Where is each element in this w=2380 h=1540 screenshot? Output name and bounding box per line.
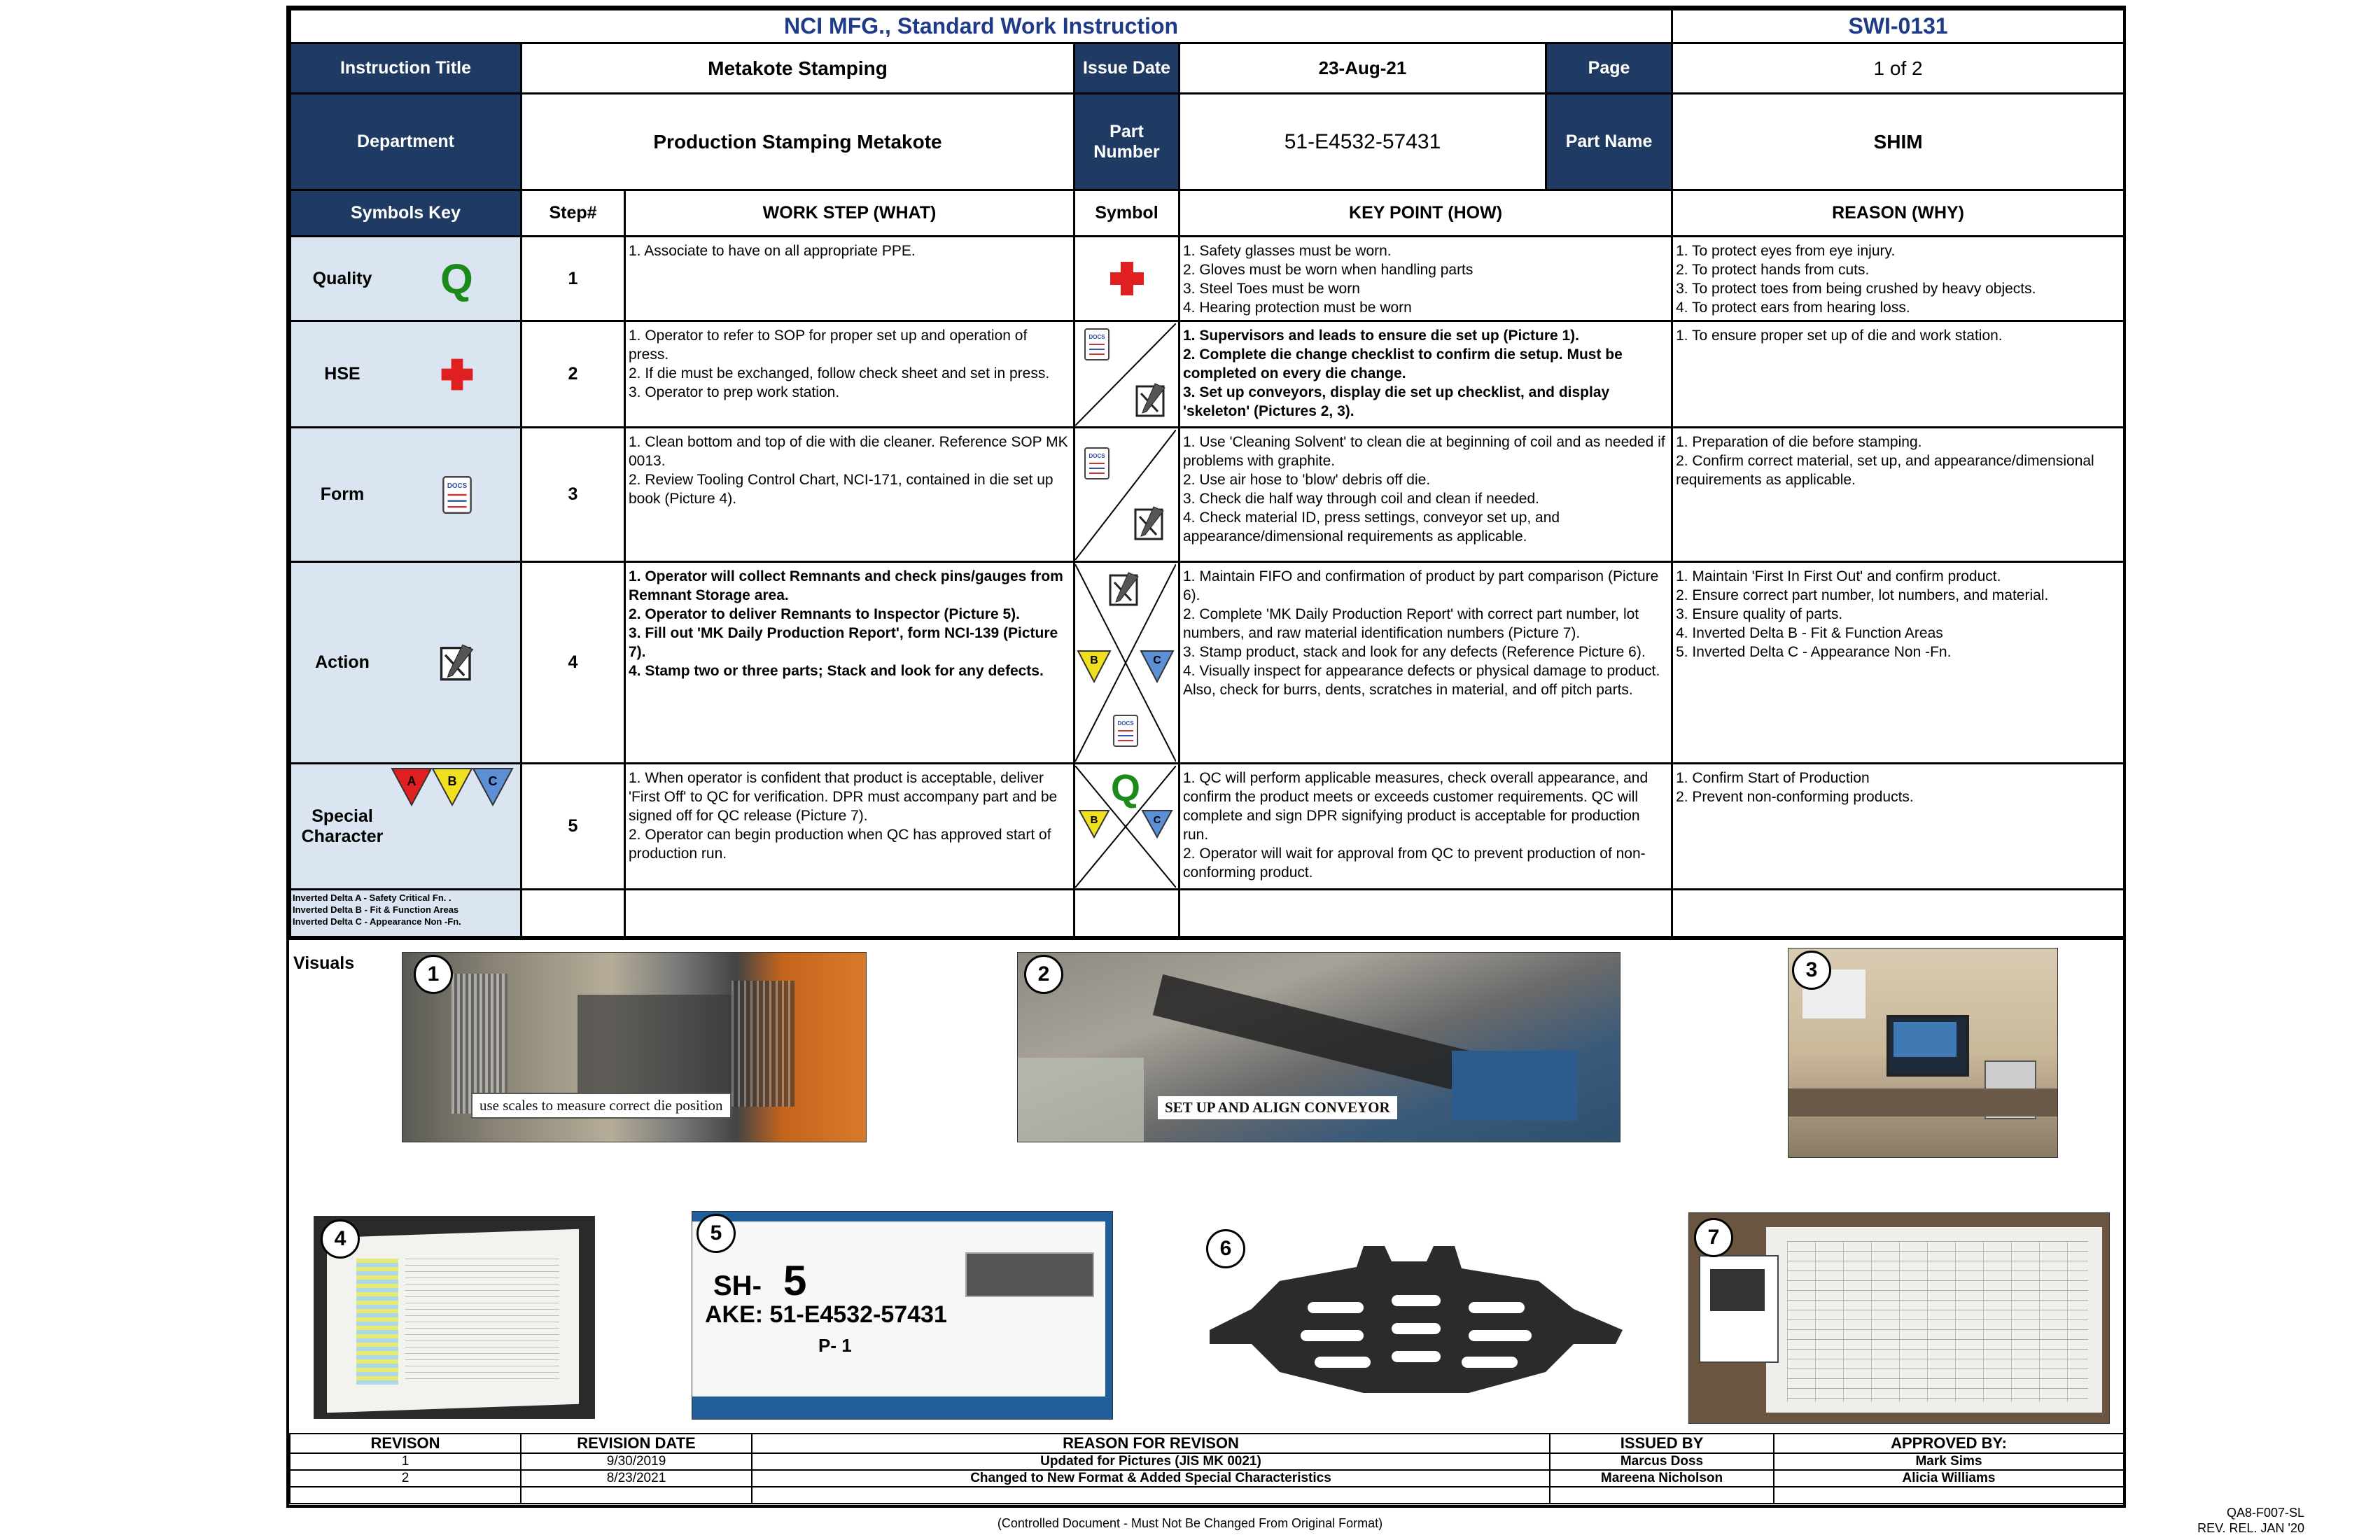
- work-line: 2. Operator can begin production when QC has approved start of production run.: [629, 827, 1051, 862]
- reason-header: REASON (WHY): [1672, 190, 2124, 237]
- work-step-cell: [625, 321, 1074, 428]
- reason-line: 4. To protect ears from hearing loss.: [1676, 300, 1910, 316]
- symbol-cell: [1074, 237, 1180, 321]
- reason-line: 5. Inverted Delta C - Appearance Non -Fn.: [1676, 644, 1952, 660]
- shim-part-image: [1196, 1225, 1637, 1414]
- instruction-title: Metakote Stamping: [522, 43, 1074, 94]
- reason-line: 3. To protect toes from being crushed by heavy objects.: [1676, 281, 2036, 297]
- rev-cell: 9/30/2019: [521, 1453, 752, 1470]
- rev-cell: [290, 1487, 521, 1504]
- reason-line: 3. Ensure quality of parts.: [1676, 606, 1843, 622]
- rev-cell: 1: [290, 1453, 521, 1470]
- work-line: 1. Operator will collect Remnants and check pins/gauges from Remnant Storage area.: [629, 568, 1063, 603]
- symbol-cell: [1074, 764, 1180, 890]
- reason-cell: [1672, 562, 2124, 764]
- rev-cell: [1550, 1487, 1774, 1504]
- key-point-cell: [1180, 428, 1672, 562]
- reason-cell: [1672, 321, 2124, 428]
- key-point-cell: [1180, 237, 1672, 321]
- reason-line: 1. Maintain 'First In First Out' and confirm product.: [1676, 568, 2001, 584]
- work-line: 1. When operator is confident that product is acceptable, deliver 'First Off' to QC for verification. DPR must accompany part and be signed off for QC release (Picture 7).: [629, 770, 1058, 824]
- key-line: 2. Complete 'MK Daily Production Report' with correct part number, lot numbers, and raw material identification numbers (Picture 7).: [1183, 606, 1639, 641]
- issue-date-label: Issue Date: [1074, 43, 1180, 94]
- work-line: 1. Operator to refer to SOP for proper set up and operation of press.: [629, 328, 1028, 363]
- key-line: 2. Operator will wait for approval from QC to prevent production of non-conforming product.: [1183, 846, 1646, 881]
- symbol-cell: [1074, 428, 1180, 562]
- work-line: 3. Fill out 'MK Daily Production Report', form NCI-139 (Picture 7).: [629, 625, 1058, 660]
- symbol-cell: [1074, 562, 1180, 764]
- docs-text: DOCS: [1088, 333, 1105, 340]
- picture-2-caption: SET UP AND ALIGN CONVEYOR: [1158, 1096, 1397, 1119]
- picture-5-badge: 5: [696, 1214, 736, 1253]
- step-number: 1: [522, 237, 625, 321]
- picture-3-badge: 3: [1792, 951, 1831, 990]
- revision-row: [290, 1453, 2124, 1470]
- symbols-key-header: Symbols Key: [290, 190, 522, 237]
- delta-legend: [290, 890, 522, 939]
- action-checklist-icon: [1137, 384, 1165, 416]
- empty-cell: [1180, 890, 1672, 939]
- hse-cross-icon: [438, 355, 477, 394]
- revision-row: [290, 1470, 2124, 1487]
- delta-a-icon: [392, 769, 431, 805]
- hse-label: HSE: [324, 364, 360, 384]
- key-line: 1. QC will perform applicable measures, check overall appearance, and confirm the product meets or exceeds customer requirements. QC will complete and sign DPR signifying product is acceptable for production run.: [1183, 770, 1648, 843]
- work-line: 1. Clean bottom and top of die with die cleaner. Reference SOP MK 0013.: [629, 434, 1068, 469]
- tag-line1-prefix: SH-: [713, 1270, 762, 1301]
- rev-cell: Alicia Williams: [1774, 1470, 2124, 1487]
- delta-c-icon: [1142, 811, 1172, 837]
- rev-cell: [752, 1487, 1550, 1504]
- symbol-cell: [1074, 321, 1180, 428]
- reason-line: 1. To protect eyes from eye injury.: [1676, 243, 1896, 259]
- rev-cell: 8/23/2021: [521, 1470, 752, 1487]
- picture-1-caption: use scales to measure correct die position: [471, 1093, 732, 1119]
- rev-header: ISSUED BY: [1550, 1434, 1774, 1453]
- reason-line: 1. Preparation of die before stamping.: [1676, 434, 1922, 450]
- reason-cell: [1672, 428, 2124, 562]
- legend-line: Inverted Delta C - Appearance Non -Fn.: [293, 916, 461, 927]
- company-title: NCI MFG., Standard Work Instruction: [290, 10, 1672, 43]
- picture-6-badge: 6: [1206, 1229, 1245, 1268]
- reason-line: 2. To protect hands from cuts.: [1676, 262, 1870, 278]
- work-step-cell: [625, 764, 1074, 890]
- key-line: 1. Supervisors and leads to ensure die set up (Picture 1).: [1183, 328, 1580, 344]
- form-docs-icon: [442, 476, 472, 514]
- rev-header: REVISION DATE: [521, 1434, 752, 1453]
- tag-line1-big: 5: [783, 1257, 807, 1304]
- delta-c-letter: C: [488, 774, 498, 788]
- key-line: 4. Visually inspect for appearance defects or physical damage to product. Also, check for burrs, dents, scratches in material, and off pitch parts.: [1183, 663, 1660, 698]
- visuals-section: [289, 936, 2123, 1435]
- work-line: 2. Operator to deliver Remnants to Inspector (Picture 5).: [629, 606, 1020, 622]
- form-label: Form: [320, 484, 365, 504]
- revision-table: [289, 1433, 2124, 1504]
- work-line: 2. If die must be exchanged, follow check sheet and set in press.: [629, 365, 1050, 382]
- work-step-header: WORK STEP (WHAT): [625, 190, 1074, 237]
- part-name-label: Part Name: [1546, 94, 1672, 190]
- empty-cell: [522, 890, 625, 939]
- delta-c-icon: [1141, 651, 1173, 682]
- quality-q-icon: Q: [440, 255, 473, 302]
- rev-cell: [521, 1487, 752, 1504]
- department: Production Stamping Metakote: [522, 94, 1074, 190]
- picture-7: [1688, 1212, 2110, 1424]
- picture-7-badge: 7: [1694, 1218, 1733, 1257]
- reason-cell: [1672, 764, 2124, 890]
- key-point-cell: [1180, 764, 1672, 890]
- rev-cell: [1774, 1487, 2124, 1504]
- reason-line: 2. Confirm correct material, set up, and appearance/dimensional requirements as applicable.: [1676, 453, 2094, 488]
- controlled-document-note: (Controlled Document - Must Not Be Changed From Original Format): [997, 1516, 1383, 1530]
- delta-c-letter: C: [1153, 654, 1161, 666]
- empty-cell: [625, 890, 1074, 939]
- picture-2-badge: 2: [1024, 955, 1063, 994]
- empty-cell: [1672, 890, 2124, 939]
- part-number-label: Part Number: [1074, 94, 1180, 190]
- reason-line: 1. Confirm Start of Production: [1676, 770, 1870, 786]
- work-line: 4. Stamp two or three parts; Stack and look for any defects.: [629, 663, 1044, 679]
- form-docs-icon: [1085, 448, 1109, 479]
- key-point-header: KEY POINT (HOW): [1180, 190, 1672, 237]
- delta-b-letter: B: [447, 774, 457, 788]
- reason-line: 4. Inverted Delta B - Fit & Function Areas: [1676, 625, 1943, 641]
- rev-cell: Mark Sims: [1774, 1453, 2124, 1470]
- action-label: Action: [315, 652, 370, 672]
- delta-c-icon: [473, 769, 512, 805]
- docs-text: DOCS: [1117, 720, 1134, 727]
- doc-number: SWI-0131: [1672, 10, 2124, 43]
- delta-b-icon: [1078, 651, 1110, 682]
- rev-cell: 2: [290, 1470, 521, 1487]
- picture-2: [1017, 952, 1620, 1142]
- form-code-block: [2197, 1505, 2304, 1536]
- docs-text: DOCS: [1088, 452, 1105, 459]
- work-step-cell: [625, 562, 1074, 764]
- step-header: Step#: [522, 190, 625, 237]
- step-row: [290, 321, 2124, 428]
- work-instruction-sheet: [286, 6, 2126, 1508]
- key-line: 3. Stamp product, stack and look for any defects (Reference Picture 6).: [1183, 644, 1646, 660]
- step-number: 4: [522, 562, 625, 764]
- symbol-cross-split: [1075, 564, 1176, 762]
- legend-line: Inverted Delta A - Safety Critical Fn. .: [293, 892, 451, 903]
- symbol-cross-split: [1075, 766, 1176, 888]
- part-name: SHIM: [1672, 94, 2124, 190]
- visuals-label: Visuals: [293, 953, 355, 973]
- reason-line: 1. To ensure proper set up of die and work station.: [1676, 328, 2003, 344]
- symbol-split: [1075, 430, 1176, 560]
- key-line: 2. Complete die change checklist to confirm die setup. Must be completed on every die change.: [1183, 346, 1623, 382]
- rev-header: REVISON: [290, 1434, 521, 1453]
- rev-release: REV. REL. JAN '20: [2197, 1521, 2304, 1535]
- reason-line: 2. Ensure correct part number, lot numbers, and material.: [1676, 587, 2049, 603]
- tag-line2: AKE: 51-E4532-57431: [705, 1301, 947, 1328]
- delta-b-icon: [1079, 811, 1109, 837]
- docs-text: DOCS: [447, 482, 467, 490]
- quality-q-icon: Q: [1110, 766, 1141, 809]
- delta-b-letter: B: [1090, 813, 1098, 826]
- picture-1: [402, 952, 867, 1142]
- action-checklist-icon: [440, 644, 475, 682]
- work-step-cell: [625, 428, 1074, 562]
- rev-cell: Updated for Pictures (JIS MK 0021): [752, 1453, 1550, 1470]
- reason-cell: [1672, 237, 2124, 321]
- key-line: 3. Check die half way through coil and clean if needed.: [1183, 491, 1539, 507]
- picture-4-badge: 4: [321, 1219, 360, 1259]
- key-line: 2. Use air hose to 'blow' debris off die.: [1183, 472, 1431, 488]
- delta-b-letter: B: [1090, 654, 1098, 666]
- quality-label: Quality: [312, 268, 372, 288]
- step-number: 2: [522, 321, 625, 428]
- key-point-cell: [1180, 321, 1672, 428]
- work-step-cell: [625, 237, 1074, 321]
- key-line: 4. Hearing protection must be worn: [1183, 300, 1412, 316]
- step-row: [290, 764, 2124, 890]
- step-row: [290, 237, 2124, 321]
- rev-cell: Mareena Nicholson: [1550, 1470, 1774, 1487]
- key-line: 2. Gloves must be worn when handling parts: [1183, 262, 1474, 278]
- main-grid: [289, 8, 2125, 940]
- issue-date: 23-Aug-21: [1180, 43, 1546, 94]
- key-line: 1. Maintain FIFO and confirmation of product by part comparison (Picture 6).: [1183, 568, 1659, 603]
- key-line: 3. Steel Toes must be worn: [1183, 281, 1360, 297]
- work-line: 1. Associate to have on all appropriate PPE.: [629, 243, 916, 259]
- hse-cross-icon: [1106, 258, 1148, 300]
- step-row: [290, 562, 2124, 764]
- reason-line: 2. Prevent non-conforming products.: [1676, 789, 1914, 805]
- symbol-split: [1075, 323, 1176, 426]
- key-line: 1. Use 'Cleaning Solvent' to clean die at beginning of coil and as needed if problems with graphite.: [1183, 434, 1665, 469]
- form-code: QA8-F007-SL: [2226, 1506, 2304, 1520]
- rev-cell: Marcus Doss: [1550, 1453, 1774, 1470]
- page-value: 1 of 2: [1672, 43, 2124, 94]
- picture-1-badge: 1: [414, 955, 453, 994]
- key-point-cell: [1180, 562, 1672, 764]
- legend-line: Inverted Delta B - Fit & Function Areas: [293, 904, 459, 915]
- rev-cell: Changed to New Format & Added Special Characteristics: [752, 1470, 1550, 1487]
- delta-triangles: [391, 767, 517, 806]
- picture-6: [1196, 1225, 1637, 1414]
- department-label: Department: [290, 94, 522, 190]
- key-line: 3. Set up conveyors, display die set up checklist, and display 'skeleton' (Pictures 2, 3).: [1183, 384, 1610, 419]
- delta-b-icon: [433, 769, 472, 805]
- work-line: 3. Operator to prep work station.: [629, 384, 840, 400]
- empty-cell: [1074, 890, 1180, 939]
- instruction-title-label: Instruction Title: [290, 43, 522, 94]
- picture-5: [692, 1211, 1113, 1420]
- tag-line3: P- 1: [818, 1335, 852, 1356]
- step-row: [290, 428, 2124, 562]
- special-character-label: Special Character: [301, 806, 384, 846]
- symbol-header: Symbol: [1074, 190, 1180, 237]
- work-line: 2. Review Tooling Control Chart, NCI-171, contained in die set up book (Picture 4).: [629, 472, 1054, 507]
- rev-header: REASON FOR REVISON: [752, 1434, 1550, 1453]
- key-line: 1. Safety glasses must be worn.: [1183, 243, 1392, 259]
- delta-c-letter: C: [1153, 813, 1161, 826]
- delta-a-letter: A: [407, 774, 416, 788]
- form-docs-icon: [1085, 329, 1109, 360]
- page-label: Page: [1546, 43, 1672, 94]
- form-docs-icon: [1114, 715, 1138, 746]
- rev-header: APPROVED BY:: [1774, 1434, 2124, 1453]
- revision-row: [290, 1487, 2124, 1504]
- action-checklist-icon: [1110, 573, 1138, 605]
- part-number: 51-E4532-57431: [1180, 94, 1546, 190]
- key-line: 4. Check material ID, press settings, conveyor set up, and appearance/dimensional requirements as applicable.: [1183, 510, 1560, 545]
- action-checklist-icon: [1135, 507, 1163, 539]
- step-number: 3: [522, 428, 625, 562]
- step-number: 5: [522, 764, 625, 890]
